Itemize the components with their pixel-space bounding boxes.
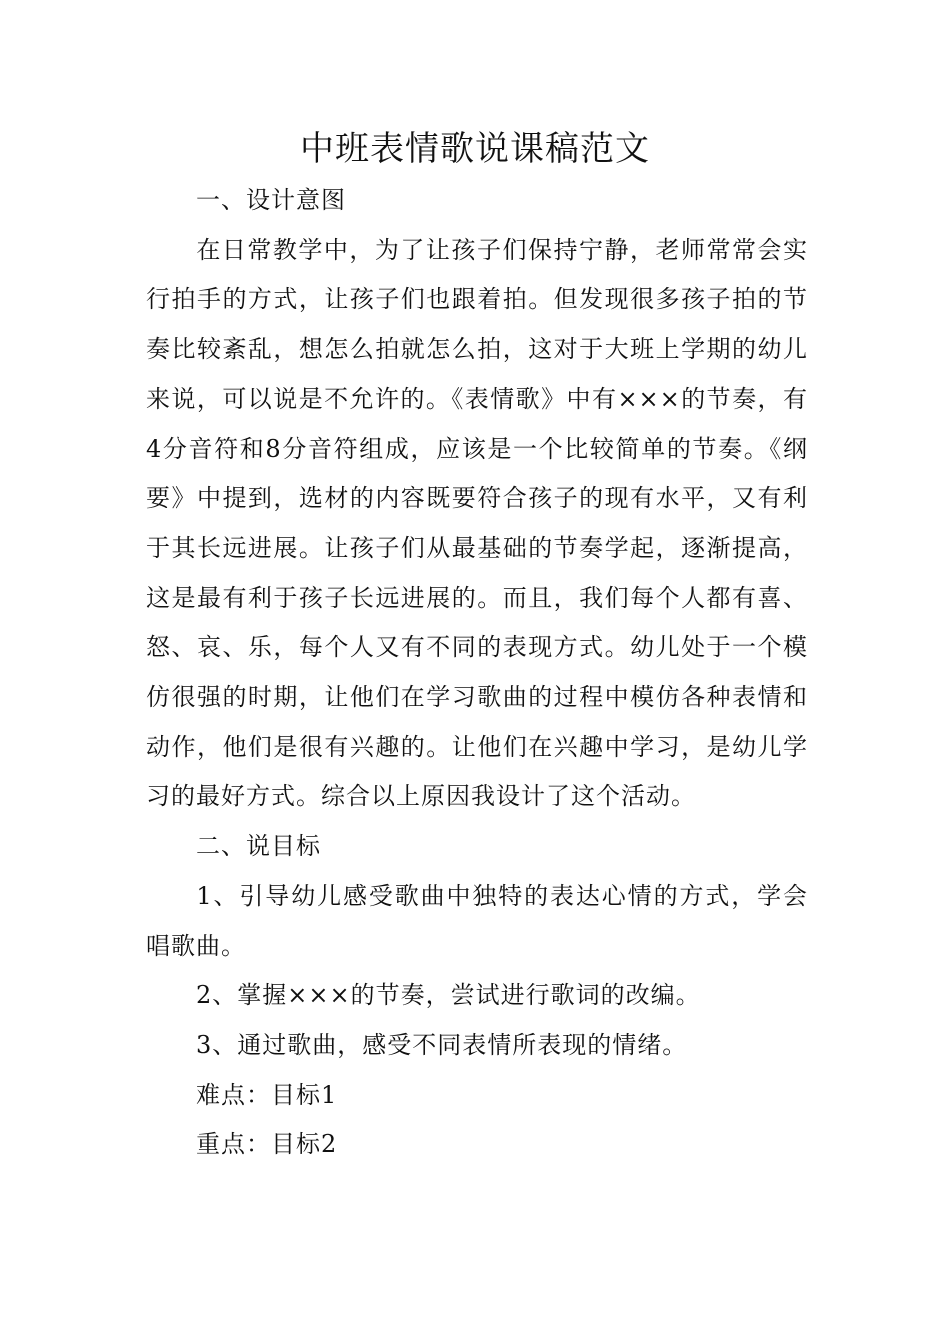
goal-item-1: 1、引导幼儿感受歌曲中独特的表达心情的方式，学会唱歌曲。 xyxy=(146,881,808,960)
key-point-line: 重点：目标2 xyxy=(196,1130,338,1159)
design-intent-paragraph: 在日常教学中，为了让孩子们保持宁静，老师常常会实行拍手的方式，让孩子们也跟着拍。但发现很多孩子拍的节奏比较紊乱，想怎么拍就怎么拍，这对于大班上学期的幼儿来说，可以说是不允许的。《表情歌》中有×××的节奏，有4分音符和8分音符组成，应该是一个比较简单的节奏。《纲要》中提到，选材的内容既要符合孩子的现有水平，又有利于其长远进展。让孩子们从最基础的节奏学起，逐渐提高，这是最有利于孩子长远进展的。而且，我们每个人都有喜、怒、哀、乐，每个人又有不同的表现方式。幼儿处于一个模仿很强的时期，让他们在学习歌曲的过程中模仿各种表情和动作，他们是很有兴趣的。让他们在兴趣中学习，是幼儿学习的最好方式。综合以上原因我设计了这个活动。 xyxy=(146,235,808,811)
section-heading-goals: 二、说目标 xyxy=(196,832,321,861)
document-title: 中班表情歌说课稿范文 xyxy=(300,129,650,169)
goal-item-3: 3、通过歌曲，感受不同表情所表现的情绪。 xyxy=(196,1030,688,1059)
difficulty-line: 难点：目标1 xyxy=(196,1080,338,1109)
section-heading-design-intent: 一、设计意图 xyxy=(196,186,346,214)
document-body xyxy=(146,176,808,1170)
goal-item-2: 2、掌握×××的节奏，尝试进行歌词的改编。 xyxy=(196,981,701,1010)
